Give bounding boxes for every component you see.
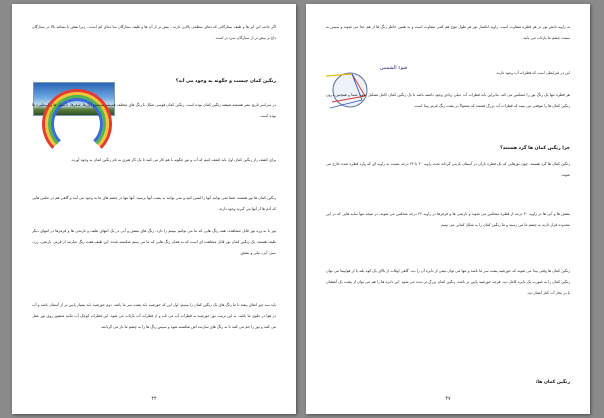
right-paragraph-1: به زاویه تابش نور در هر قطره متفاوت است. زاویه انکسار نور هر طول موج هم کمی متفاوت است و به همین خاطر رنگ ها از هم جدا می شوند و سپس به سمت چشم ما بازتاب می یابند. [326, 25, 570, 40]
right-page [306, 4, 590, 414]
right-heading-why-round: چرا رنگین کمان ها گرد هستند؟ [500, 146, 570, 151]
right-paragraph-3: هر قطره تنها یک رنگ نور را منعکس می کند. بنابراین باید قطرات آب خیلی زیادی وجود داشته باشد تا یک رنگین کمان کامل تشکیل شود. شما و همچنین درون رنگین کمان ها را موقعی می بینید که قطرات آب بزرگ هستند که معمولاً در پشت رنگ قرمز پیدا است. [326, 93, 570, 108]
left-paragraph-6: باید سه چیز اتفاق بیفتد تا ما رنگ های یک رنگین کمان را ببینیم: اول این که خورشید باید پشت سر ما باشد. دوم خورشید باید بسیار پایین تر از آسمان باشد و آب در هوا در جلوی ما باشد. به این ترتیب نور خورشید به قطرات آب می تابد و از قطرات آب بازتاب می شود. این قطرات کوچک آب مانند منشور روی نور عمل می کنند و نور را خم می کنند تا به رنگ های سازنده اش شکسته شود و سپس رنگ ها را به چشم ما باز می گردانند. [32, 303, 276, 329]
left-page-number: ۴۴ [151, 396, 157, 402]
left-paragraph-4: رنگین کمان ها نور هستند. شما نمی توانید آنها را لمس کنید و نمی توانید به پشت آنها برسید. آنها تنها در چشم های ما به وجود می آیند و گاهی هم در عکس هایی که آدم ها از آنها می گیرند وجود دارند. [32, 196, 276, 211]
left-paragraph-1: اگر جانب این ابر ها و طیف ستارگانی که دمای سطحی بالایی دارند ، بیش تر از آن ها و طیف ستارگان سا دمای کم است ، زیرا نقش با بسامد بالا در ستارگان داغ تر بیش تر از ستارگان سرد تر است . [32, 25, 276, 40]
right-paragraph-2: این در شرایطی است که قطرات آب وجود دارند. [495, 71, 570, 75]
left-paragraph-2: در سراسر تاریخ بشر همیشه شیفته رنگین کمان بوده است. رنگین کمان قوسی شکل با رنگ های مختلف همیشه موضوع آوازها، شعرها، داستان ها و اسطوره ها بوده است. [32, 103, 276, 118]
right-paragraph-6: رنگین کمان ها وقتی پیدا می شوند که خورشید پشت سر ما باشد و تنها می توان نیمی از دایره آن را دید. گاهی اوقات از بالای یک کوه بلند یا از هواپیما می توان رنگین کمان را به صورت یک دایره کامل دید. هرچه خورشید پایین تر باشد، رنگین کمان بزرگ تر دیده می شود. این دایره ها را هم می توان از پشت یک آبفشان یا در بخار آب کنار آبشار دید. [326, 269, 570, 295]
left-paragraph-3: برای کشف راز رنگین کمان اول باید کشف کنیم که آب و نور چگونه با هم کار می کنند تا یک کار هنری به نام رنگین کمان به وجود آورند. [70, 158, 276, 162]
left-heading-what-is-rainbow: رنگین کمان چیست و چگونه به وجود می آید؟ [175, 79, 276, 84]
right-paragraph-5: بنفش ها و آبی ها در زاویه ۴۰ درجه از قطره منعکس می شوند و نارنجی ها و قرمزها در زاویه ۴۲ درجه منعکس می شوند. در نتیجه تنها سایه هایی که در این محدوده قرار دارند به چشم ما می رسند و ما رنگین کمان را به شکل کمانی می بینیم. [326, 212, 571, 227]
left-page [12, 4, 296, 414]
left-paragraph-5: نور با به وزه نور قابل مشاهده، همه رنگ هایی که ما می توانیم ببینیم را دارد. رنگ های بنفش و آبی در یک انتهای طیف و نارنجی ها و قرمزها در انتهای دیگر طیف هستند. یک رنگین کمان نور قابل مشاهده ای است که به همان رنگ هایی که ما می بینیم شکسته شده. این طیف هفت رنگ عبارتند از قرمز، نارنجی، زرد، سبز، آبی، نیلی و بنفش. [32, 229, 276, 255]
right-heading-rainbows: رنگین کمان ها: [535, 380, 570, 385]
right-page-number: ۴۷ [445, 396, 451, 402]
right-paragraph-4: رنگین کمان ها گرد هستند. چون نورهایی که یک قطره باران در آسمان بازمی گرداند تحت زاویه ۴۰ تا ۴۲ درجه نسبت به زاویه ای که وارد قطره شده خارج می شوند. [326, 162, 570, 177]
diagram-label: ضوء الشمس [380, 65, 408, 71]
